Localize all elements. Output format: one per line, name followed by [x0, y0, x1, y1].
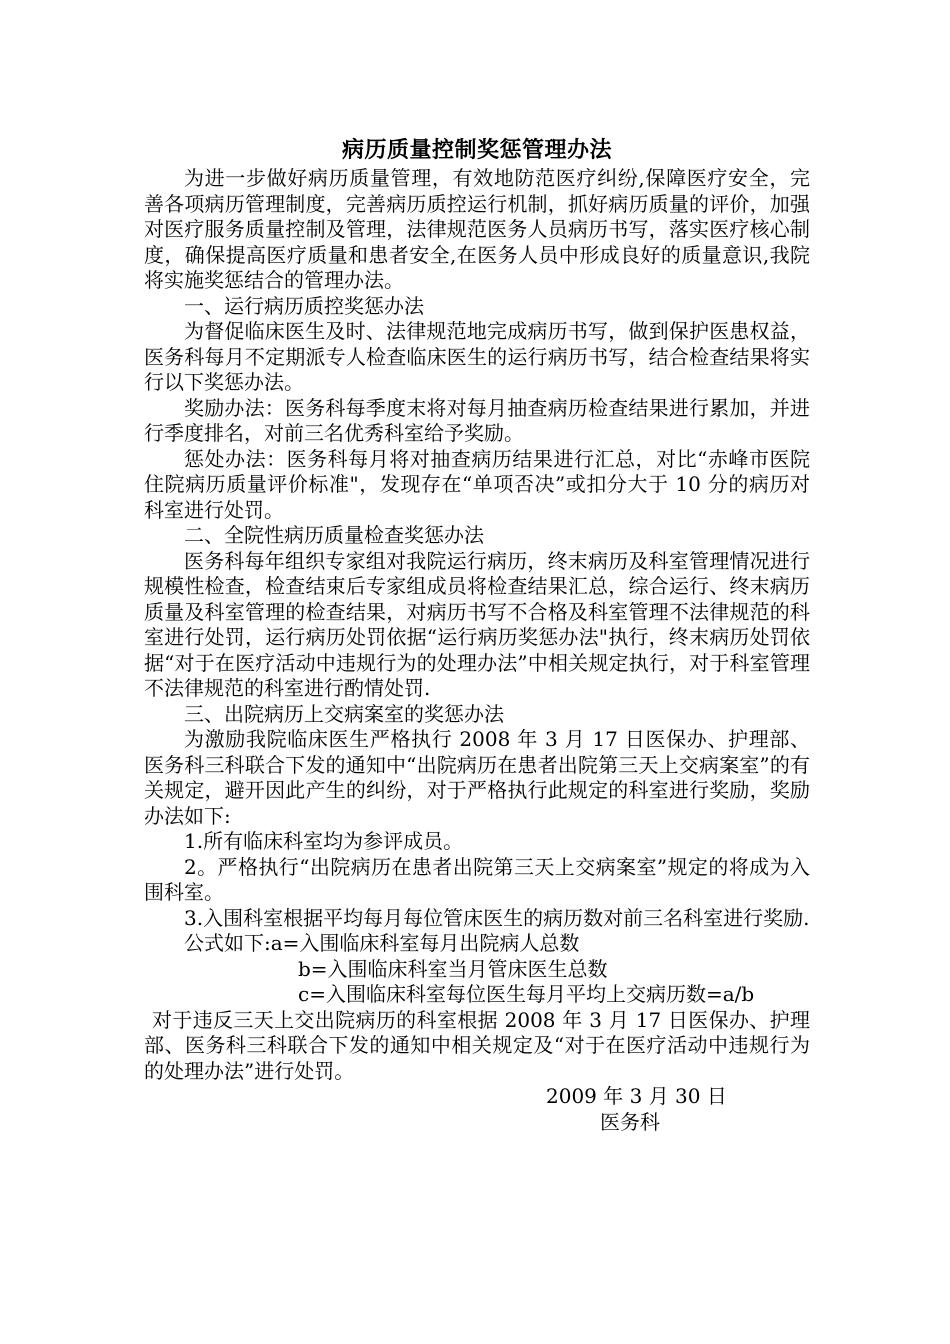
section1-penalty: 惩处办法：医务科每月将对抽查病历结果进行汇总，对比“赤峰市医院住院病历质量评价标准"，发现存在“单项否决”或扣分大于 10 分的病历对科室进行处罚。 — [144, 446, 810, 522]
signature-department: 医务科 — [600, 1109, 660, 1134]
intro-paragraph: 为进一步做好病历质量管理，有效地防范医疗纠纷,保障医疗安全，完善各项病历管理制度，完善病历质控运行机制，抓好病历质量的评价，加强对医疗服务质量控制及管理，法律规范医务人员病历书写，落实医疗核心制度，确保提高医疗质量和患者安全,在医务人员中形成良好的质量意识,我院将实施奖惩结合的管理办法。 — [144, 166, 810, 292]
document-content — [144, 134, 810, 1135]
section1-reward: 奖励办法：医务科每季度末将对每月抽查病历检查结果进行累加，并进行季度排名，对前三名优秀科室给予奖励。 — [144, 395, 810, 445]
section3-item-1: 1.所有临床科室均为参评成员。 — [184, 829, 464, 853]
formula-a: 公式如下:a=入围临床科室每月出院病人总数 — [184, 931, 580, 955]
section1-heading: 一、运行病历质控奖惩办法 — [184, 293, 424, 318]
document-body — [144, 166, 810, 1135]
section2-paragraph: 医务科每年组织专家组对我院运行病历，终末病历及科室管理情况进行规模性检查，检查结束后专家组成员将检查结果汇总，综合运行、终末病历质量及科室管理的检查结果，对病历书写不合格及科室管理不法律规范的科室进行处罚，运行病历处罚依据“运行病历奖惩办法"执行，终末病历处罚依据“对于在医疗活动中违规行为的处理办法”中相关规定执行，对于科室管理不法律规范的科室进行酌情处罚. — [144, 548, 810, 700]
section3-item-2: 2。严格执行“出院病历在患者出院第三天上交病案室”规定的将成为入围科室。 — [144, 854, 810, 904]
formula-b: b=入围临床科室当月管床医生总数 — [298, 956, 608, 981]
formula-c: c=入围临床科室每位医生每月平均上交病历数=a/b — [298, 982, 755, 1006]
document-title: 病历质量控制奖惩管理办法 — [341, 137, 612, 163]
section3-paragraph: 为激励我院临床医生严格执行 2008 年 3 月 17 日医保办、护理部、医务科三科联合下发的通知中“出院病历在患者出院第三天上交病案室”的有关规定，避开因此产生的纠纷，对于严格执行此规定的科室进行奖励，奖励办法如下: — [144, 727, 810, 828]
section3-item-3: 3.入围科室根据平均每月每位管床医生的病历数对前三名科室进行奖励. — [184, 905, 810, 930]
section2-heading: 二、全院性病历质量检查奖惩办法 — [184, 523, 484, 547]
section1-paragraph: 为督促临床医生及时、法律规范地完成病历书写，做到保护医患权益，医务科每月不定期派专人检查临床医生的运行病历书写，结合检查结果将实行以下奖惩办法。 — [144, 319, 810, 394]
section3-penalty: 对于违反三天上交出院病历的科室根据 2008 年 3 月 17 日医保办、护理部、医务科三科联合下发的通知中相关规定及“对于在医疗活动中违规行为的处理办法”进行处罚。 — [144, 1007, 810, 1083]
signature-date: 2009 年 3 月 30 日 — [546, 1084, 727, 1108]
section3-heading: 三、出院病历上交病案室的奖惩办法 — [184, 701, 504, 726]
